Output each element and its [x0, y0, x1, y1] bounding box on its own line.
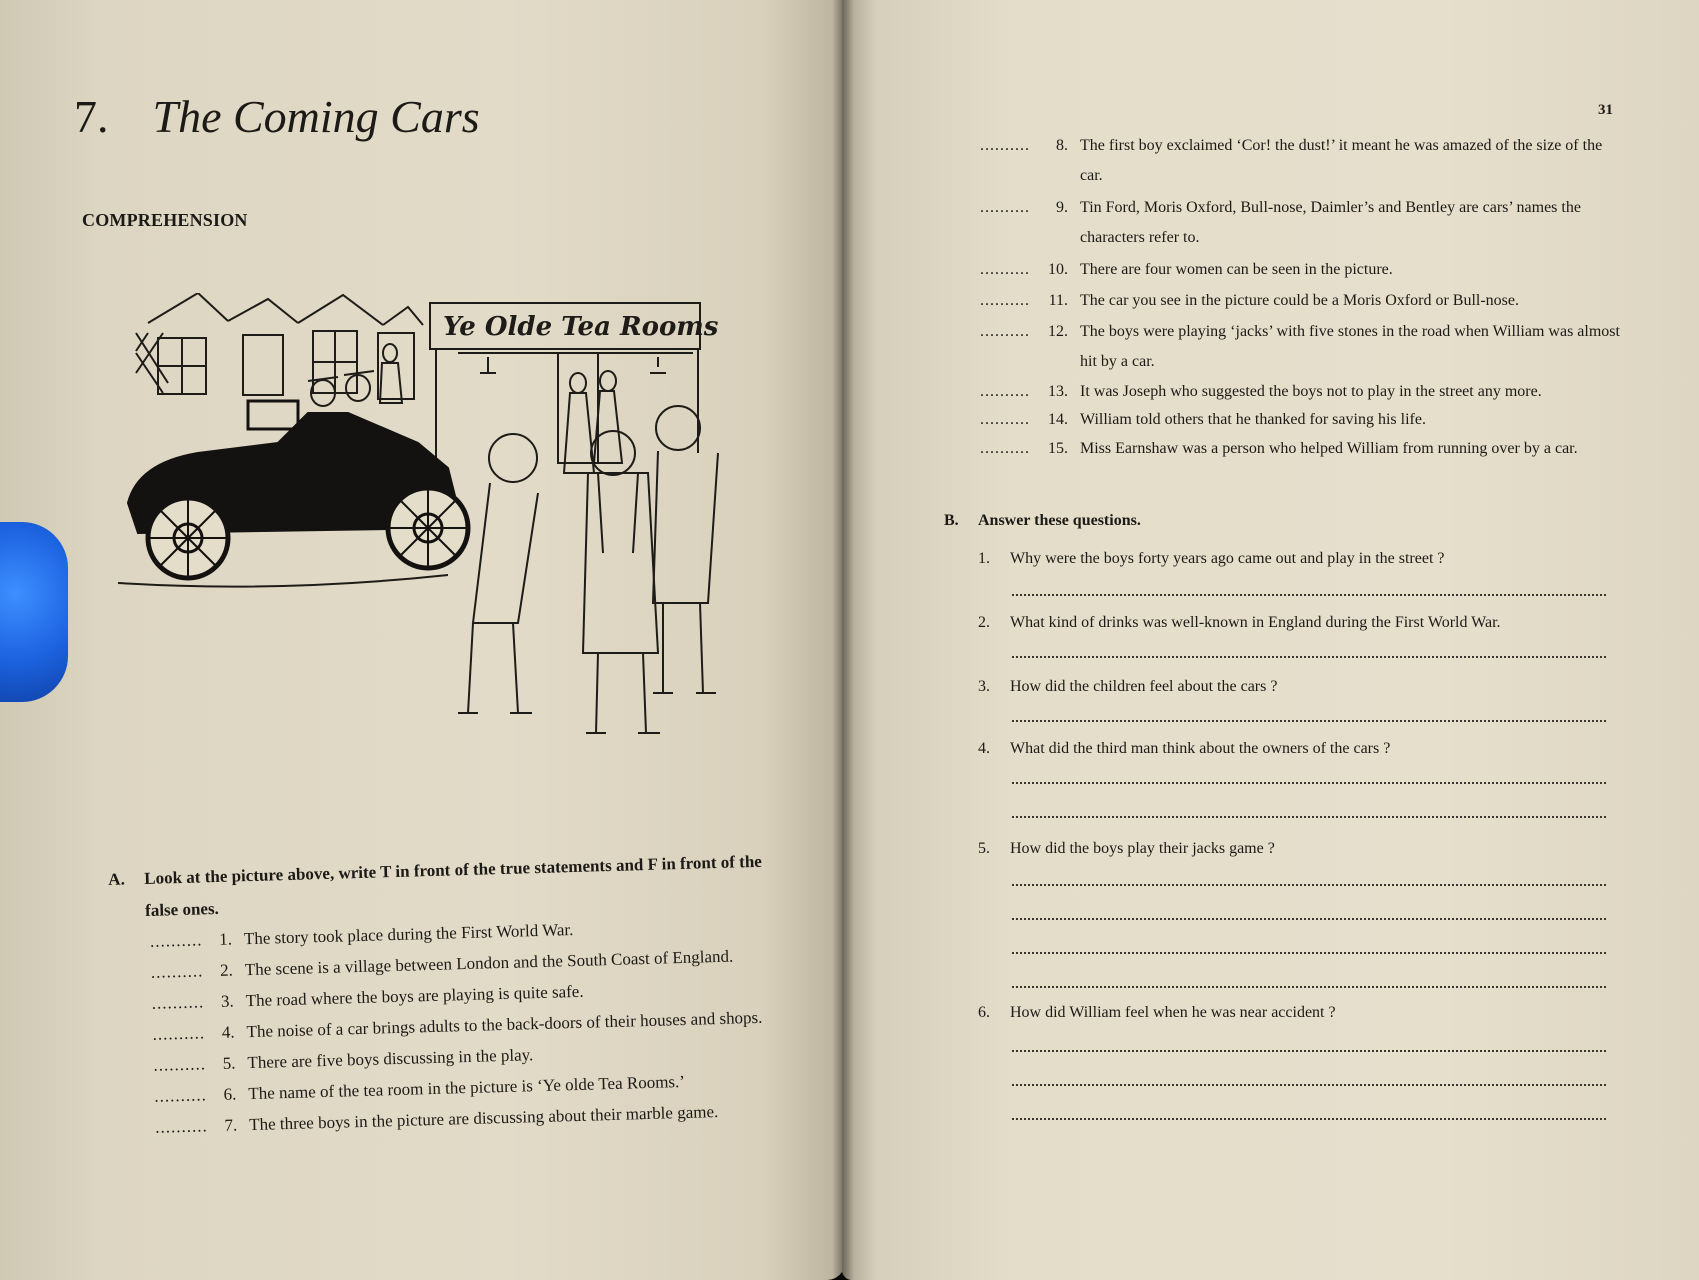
statement-number: 6. [223, 1084, 237, 1104]
statement-text: William told others that he thanked for saving his life. [1080, 411, 1426, 428]
statement-number: 1. [218, 929, 233, 949]
statement-item [980, 317, 1620, 377]
car-and-boys-illustration [118, 293, 778, 815]
statement-number: 7. [224, 1115, 238, 1135]
statement-item [980, 255, 1620, 285]
chapter-title-text: The Coming Cars [152, 91, 480, 142]
answer-blank[interactable]: .......... [980, 323, 1030, 340]
statement-number: 9. [1056, 199, 1068, 216]
question-text: How did William feel when he was near accident ? [1010, 1004, 1336, 1021]
question-number: 6. [978, 1004, 990, 1021]
answer-blank[interactable]: .......... [152, 1023, 206, 1044]
statement-item [980, 286, 1620, 316]
part-a-true-false [108, 850, 825, 1139]
answer-blank[interactable]: .......... [150, 961, 204, 982]
answer-line[interactable] [1012, 594, 1606, 596]
answer-blank[interactable]: .......... [154, 1116, 208, 1137]
chapter-number: 7. [74, 91, 109, 142]
answer-blank[interactable]: .......... [980, 261, 1030, 278]
question-item [978, 550, 1608, 568]
statement-number: 4. [221, 1022, 235, 1042]
section-heading: COMPREHENSION [82, 210, 248, 230]
answer-line[interactable] [1012, 1118, 1606, 1120]
statement-text: The noise of a car brings adults to the back-doors of their houses and shops. [246, 1007, 763, 1042]
answer-blank[interactable]: .......... [980, 199, 1030, 216]
question-text: How did the boys play their jacks game ? [1010, 840, 1275, 857]
statement-text: There are five boys discussing in the play. [247, 1045, 534, 1073]
question-text: What did the third man think about the owners of the cars ? [1010, 740, 1391, 757]
question-number: 4. [978, 740, 990, 757]
statement-text: The car you see in the picture could be a Moris Oxford or Bull-nose. [1080, 292, 1519, 309]
part-a-label: A. [108, 869, 126, 889]
statement-number: 8. [1056, 137, 1068, 154]
answer-blank[interactable]: .......... [980, 383, 1030, 400]
answer-line[interactable] [1012, 816, 1606, 818]
statement-number: 11. [1048, 292, 1068, 309]
gloved-thumb [0, 522, 68, 702]
page-number: 31 [1598, 102, 1613, 118]
statement-text: The name of the tea room in the picture is ‘Ye olde Tea Rooms.’ [248, 1071, 686, 1104]
tea-room-sign: Ye Olde Tea Rooms [443, 312, 719, 342]
question-number: 1. [978, 550, 990, 567]
part-a-instruction-text: Look at the picture above, write T in front of the true statements and F in front of the [143, 851, 763, 888]
statement-text: The story took place during the First World War. [243, 920, 574, 949]
statement-text: The boys were playing ‘jacks’ with five stones in the road when William was almost hit by a car. [1080, 323, 1620, 370]
statement-number: 10. [1048, 261, 1068, 278]
question-item [978, 1004, 1608, 1022]
answer-line[interactable] [1012, 720, 1606, 722]
question-item [978, 840, 1608, 858]
answer-line[interactable] [1012, 1084, 1606, 1086]
question-item [978, 740, 1608, 758]
answer-blank[interactable]: .......... [149, 930, 203, 951]
statement-number: 2. [219, 960, 234, 980]
statement-number: 15. [1048, 440, 1068, 457]
statement-text: It was Joseph who suggested the boys not to play in the street any more. [1080, 383, 1542, 400]
question-text: Why were the boys forty years ago came out and play in the street ? [1010, 550, 1445, 567]
answer-blank[interactable]: .......... [154, 1085, 208, 1106]
statement-text: The road where the boys are playing is quite safe. [245, 981, 584, 1011]
statement-item [980, 131, 1620, 191]
statement-number: 13. [1048, 383, 1068, 400]
question-item [978, 614, 1608, 632]
answer-line[interactable] [1012, 656, 1606, 658]
question-item [978, 678, 1608, 696]
left-page [0, 0, 845, 1280]
part-b-label: B. [944, 512, 959, 529]
statement-text: The scene is a village between London and the South Coast of England. [244, 946, 734, 980]
statement-text: Tin Ford, Moris Oxford, Bull-nose, Daimler’s and Bentley are cars’ names the characters refer to. [1080, 199, 1581, 246]
statement-number: 14. [1048, 411, 1068, 428]
statement-item [980, 193, 1620, 253]
answer-line[interactable] [1012, 952, 1606, 954]
question-number: 5. [978, 840, 990, 857]
answer-line[interactable] [1012, 884, 1606, 886]
statement-item [115, 1099, 825, 1139]
question-number: 3. [978, 678, 990, 695]
part-a-instruction-continued: false ones. [144, 898, 220, 920]
statement-item [980, 377, 1620, 407]
chapter-title [74, 90, 480, 143]
answer-blank[interactable]: .......... [980, 411, 1030, 428]
answer-blank[interactable]: .......... [151, 992, 205, 1013]
book-gutter [832, 0, 854, 1280]
answer-line[interactable] [1012, 782, 1606, 784]
statement-number: 5. [222, 1053, 236, 1073]
part-b-heading [944, 512, 1141, 530]
car-drawing [128, 401, 468, 578]
answer-blank[interactable]: .......... [980, 292, 1030, 309]
statement-text: Miss Earnshaw was a person who helped William from running over by a car. [1080, 440, 1578, 457]
answer-blank[interactable]: .......... [153, 1054, 207, 1075]
statement-number: 12. [1048, 323, 1068, 340]
answer-line[interactable] [1012, 986, 1606, 988]
answer-blank[interactable]: .......... [980, 137, 1030, 154]
statement-item [980, 405, 1620, 435]
question-text: How did the children feel about the cars ? [1010, 678, 1278, 695]
answer-line[interactable] [1012, 918, 1606, 920]
statement-text: The first boy exclaimed ‘Cor! the dust!’ it meant he was amazed of the size of the car. [1080, 137, 1603, 184]
statement-text: There are four women can be seen in the picture. [1080, 261, 1393, 278]
statement-text: The three boys in the picture are discussing about their marble game. [248, 1102, 719, 1135]
statement-item [980, 434, 1628, 464]
part-b-heading-text: Answer these questions. [978, 512, 1141, 529]
question-text: What kind of drinks was well-known in England during the First World War. [1010, 614, 1501, 631]
question-number: 2. [978, 614, 990, 631]
answer-blank[interactable]: .......... [980, 440, 1030, 457]
part-a-instruction [108, 850, 818, 890]
right-page [842, 0, 1699, 1280]
answer-line[interactable] [1012, 1050, 1606, 1052]
statement-number: 3. [220, 991, 234, 1011]
